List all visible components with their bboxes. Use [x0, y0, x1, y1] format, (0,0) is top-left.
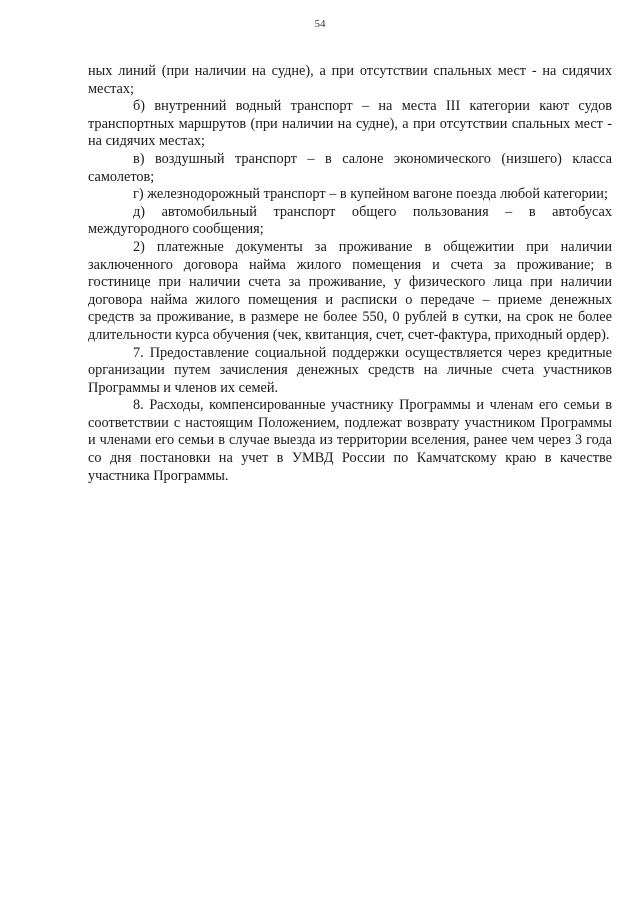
document-body — [88, 63, 612, 485]
paragraph-railway-transport: г) железнодорожный транспорт – в купейном вагоне поезда любой категории; — [133, 186, 608, 203]
paragraph-item-7-social-support: 7. Предоставление социальной поддержки осуществляется через кредитные организации путем зачисления денежных средств на личные счета участников Программы и членов их семей. — [88, 344, 612, 396]
paragraph-road-transport: д) автомобильный транспорт общего пользования – в автобусах междугородного сообщения; — [88, 203, 612, 238]
paragraph-item-8-expense-refund: 8. Расходы, компенсированные участнику Программы и членам его семьи в соответствии с настоящим Положением, подлежат возврату участником Программы и членами его семьи в случае выезда из территории вселения, ранее чем через 3 года со дня постановки на учет в УМВД России по Камчатскому краю в качестве участника Программы. — [88, 397, 612, 484]
paragraph-sleeping-seats-continuation: ных линий (при наличии на судне), а при отсутствии спальных мест - на сидячих местах; — [88, 63, 612, 97]
page-number: 54 — [314, 18, 326, 30]
paragraph-inland-water-transport: б) внутренний водный транспорт – на места III категории кают судов транспортных маршрутов (при наличии на судне), а при отсутствии спальных мест - на сидячих местах; — [88, 98, 612, 150]
paragraph-accommodation-payment-documents: 2) платежные документы за проживание в общежитии при наличии заключенного договора найма жилого помещения и счета за проживание; в гостинице при наличии счета за проживание, у физического лица при наличии договора найма жилого помещения и расписки о передаче – приеме денежных средств за проживание, в размере не более 550, 0 рублей в сутки, на срок не более длительности курса обучения (чек, квитанция, счет, счет-фактура, приходный ордер). — [88, 238, 612, 343]
paragraph-air-transport: в) воздушный транспорт – в салоне экономического (низшего) класса самолетов; — [88, 150, 612, 185]
